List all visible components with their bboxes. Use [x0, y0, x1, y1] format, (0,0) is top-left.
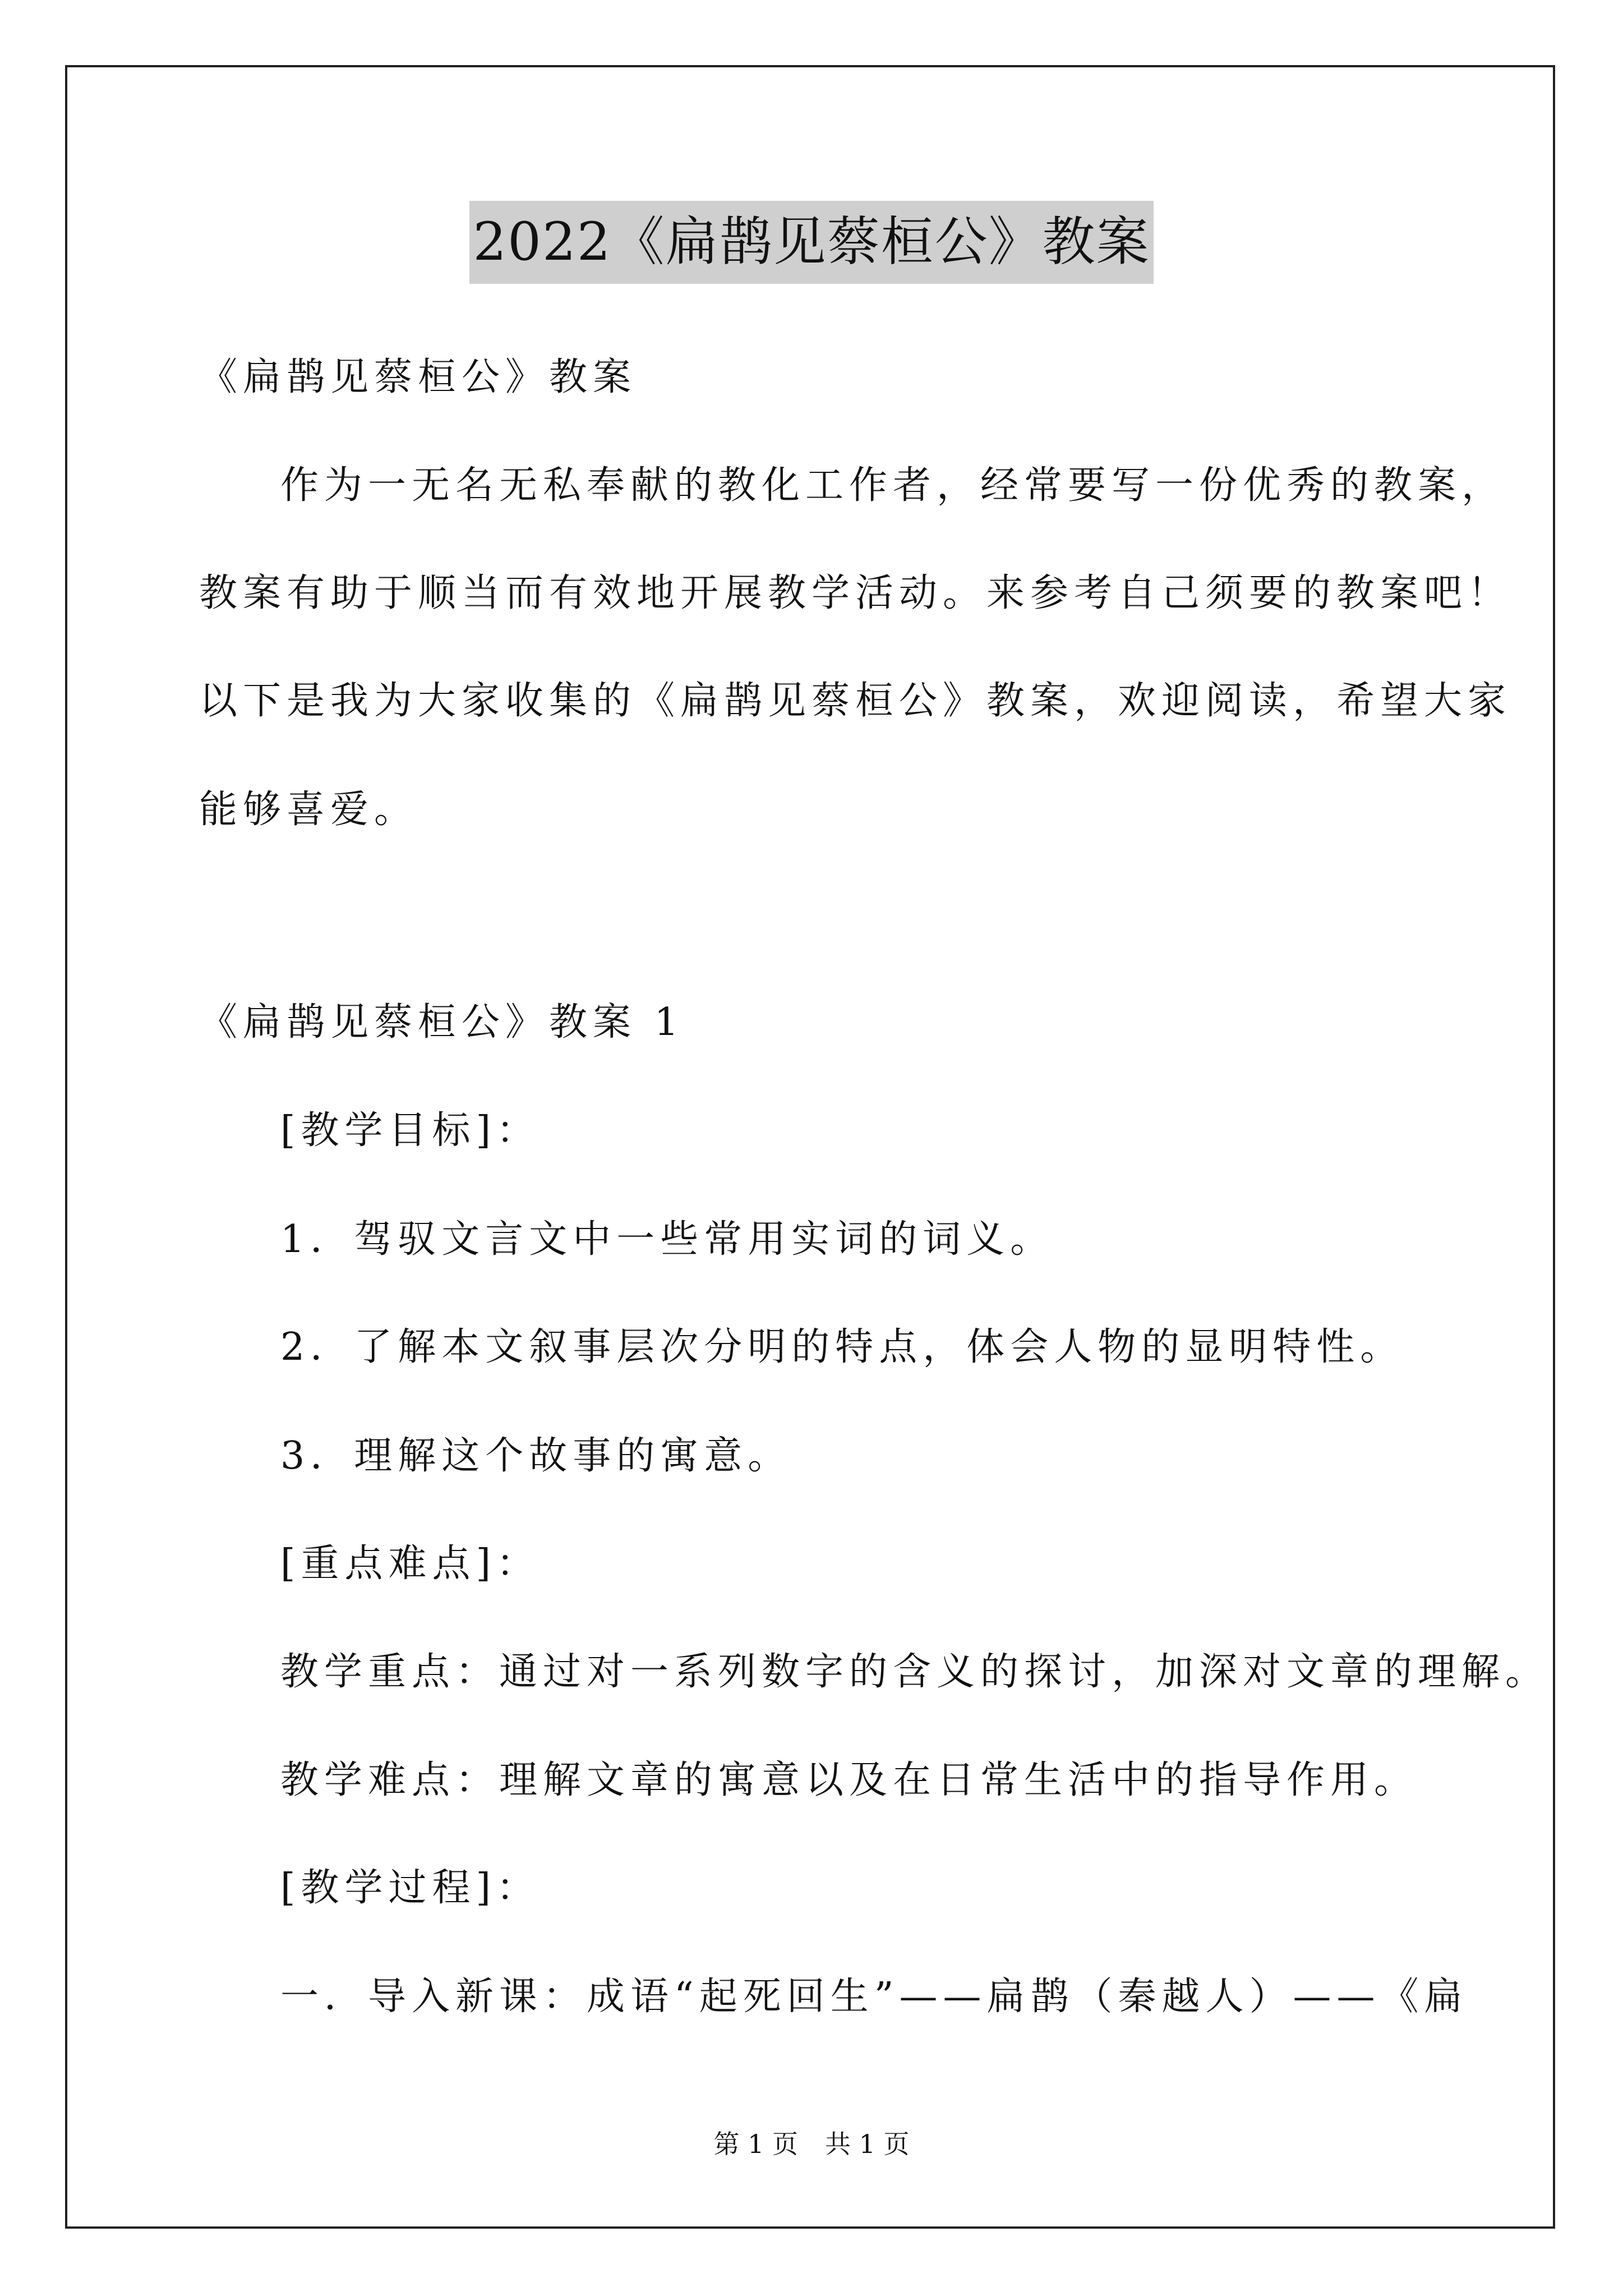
page-footer [0, 2127, 1623, 2161]
page-total: 共 1 页 [825, 2129, 910, 2159]
document-title-text: 2022《扁鹊见蔡桓公》教案 [469, 201, 1153, 284]
document-title [0, 201, 1623, 284]
goals-heading: [教学目标]： [280, 1108, 541, 1153]
focus-heading: [重点难点]： [280, 1542, 541, 1586]
process-heading: [教学过程]： [280, 1866, 541, 1910]
focus-key: 教学重点：通过对一系列数字的含义的探讨，加深对文章的理解。 [280, 1650, 1550, 1694]
goal-item-1: 1．驾驭文言文中一些常用实词的词义。 [280, 1217, 1054, 1262]
subtitle: 《扁鹊见蔡桓公》教案 [199, 355, 637, 399]
process-step-1: 一．导入新课：成语“起死回生”——扁鹊（秦越人）——《扁 [280, 1975, 1468, 2019]
goal-item-3: 3．理解这个故事的寓意。 [280, 1434, 792, 1478]
intro-line-2: 教案有助于顺当而有效地开展教学活动。来参考自己须要的教案吧！ [199, 571, 1512, 615]
page-number: 第 1 页 [713, 2129, 798, 2159]
intro-line-4: 能够喜爱。 [199, 788, 418, 832]
section-heading: 《扁鹊见蔡桓公》教案 1 [199, 1000, 684, 1045]
focus-difficulty: 教学难点：理解文章的寓意以及在日常生活中的指导作用。 [280, 1758, 1418, 1802]
goal-item-2: 2．了解本文叙事层次分明的特点，体会人物的显明特性。 [280, 1325, 1404, 1369]
intro-line-3: 以下是我为大家收集的《扁鹊见蔡桓公》教案，欢迎阅读，希望大家 [199, 679, 1512, 723]
intro-line-1: 作为一无名无私奉献的教化工作者，经常要写一份优秀的教案， [280, 463, 1506, 508]
